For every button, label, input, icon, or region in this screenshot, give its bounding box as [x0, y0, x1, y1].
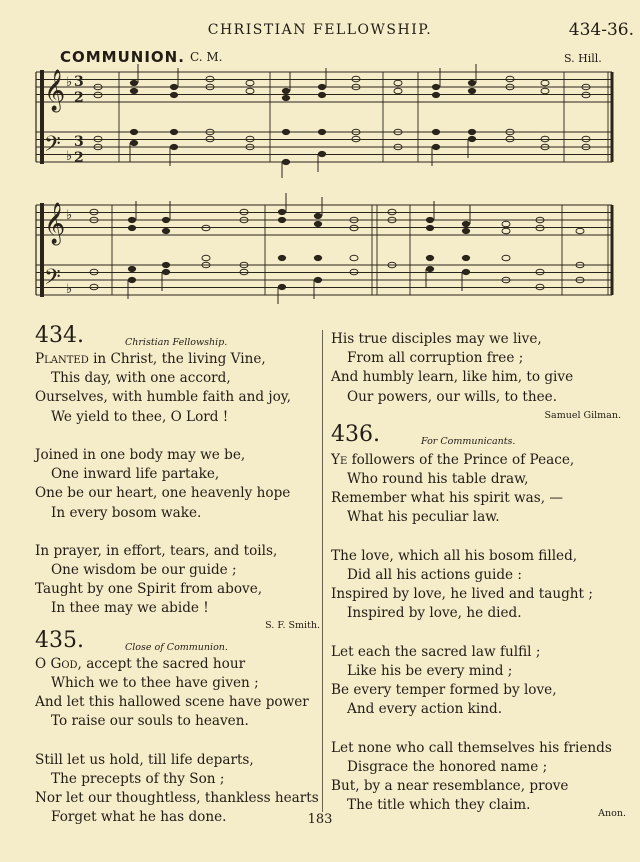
page-running-title: CHRISTIAN FELLOWSHIP.	[207, 22, 433, 38]
hymn-435-line-1: O God, accept the sacred hour	[35, 655, 246, 672]
verse-line: This day, with one accord,	[51, 370, 231, 387]
hymn-436-heading	[331, 423, 621, 451]
verse-line: One wisdom be our guide ;	[51, 562, 237, 579]
verse-line: Which we to thee have given ;	[51, 674, 259, 691]
verse-line: Ourselves, with humble faith and joy,	[35, 389, 291, 406]
column-divider	[322, 330, 323, 812]
verse-line: Inspired by love, he lived and taught ;	[331, 586, 593, 603]
flat-icon: ♭	[66, 75, 73, 90]
verse-line: And every action kind.	[347, 701, 503, 718]
bass-clef-icon: 𝄢	[44, 265, 61, 295]
hymn-434-heading	[35, 324, 320, 350]
verse-line: Nor let our thoughtless, thankless hearts	[35, 789, 319, 806]
verse-line: One inward life partake,	[51, 466, 220, 483]
right-column	[331, 330, 621, 815]
time-signature	[74, 74, 84, 166]
hymn-434-occasion: Christian Fellowship.	[125, 337, 228, 348]
verse-line: Forget what he has done.	[51, 809, 227, 826]
verse-line: Disgrace the honored name ;	[347, 758, 548, 775]
verse-line: The love, which all his bosom filled,	[331, 547, 578, 564]
hymn-436-author: Anon.	[598, 808, 626, 819]
verse-line: Like his be every mind ;	[347, 662, 513, 679]
verse-line: Joined in one body may we be,	[35, 446, 246, 463]
verse-line: From all corruption free ;	[347, 350, 524, 367]
hymn-436-occasion: For Communicants.	[421, 435, 516, 447]
flat-icon: ♭	[66, 149, 73, 164]
hymn-435-number: 435.	[35, 627, 84, 653]
verse-line: Our powers, our wills, to thee.	[347, 388, 558, 405]
verse-line: Be every temper formed by love,	[331, 682, 557, 698]
flat-icon: ♭	[66, 208, 73, 223]
verse-line: But, by a near resemblance, prove	[331, 777, 569, 794]
verse-line: Who round his table draw,	[347, 470, 529, 487]
verse-line: In prayer, in effort, tears, and toils,	[35, 542, 278, 559]
tune-composer: S. Hill.	[564, 52, 602, 65]
music-score	[0, 60, 640, 305]
hymn-435-heading	[35, 629, 320, 655]
svg-text:2: 2	[74, 150, 84, 166]
hymn-434-author: S. F. Smith.	[265, 619, 320, 631]
verse-line: Taught by one Spirit from above,	[35, 581, 263, 598]
flat-icon: ♭	[66, 282, 73, 297]
hymn-435-occasion: Close of Communion.	[125, 641, 228, 653]
left-column	[35, 324, 320, 827]
verse-line: Remember what his spirit was, —	[331, 490, 563, 507]
staff-system-2	[36, 203, 612, 297]
tune-name: COMMUNION.	[60, 48, 185, 66]
hymn-434-line-1: Planted in Christ, the living Vine,	[35, 351, 266, 367]
verse-line: The title which they claim.	[347, 797, 531, 814]
svg-text:3: 3	[74, 74, 84, 90]
verse-line: We yield to thee, O Lord !	[51, 408, 229, 425]
verse-line: In every bosom wake.	[51, 504, 202, 521]
verse-line: In thee may we abide !	[51, 600, 209, 617]
verse-line: Let each the sacred law fulfil ;	[331, 643, 541, 660]
verse-line: His true disciples may we live,	[331, 331, 542, 347]
verse-line: Still let us hold, till life departs,	[35, 751, 254, 768]
notes	[90, 76, 590, 290]
hymn-435-author-row	[331, 405, 621, 423]
verse-line: Inspired by love, he died.	[347, 605, 522, 622]
note-stems	[128, 64, 476, 304]
hymn-435-author: Samuel Gilman.	[544, 409, 621, 421]
verse-line: To raise our souls to heaven.	[51, 713, 249, 730]
verse-line: Let none who call themselves his friends	[331, 739, 612, 756]
hymn-436-number: 436.	[331, 421, 380, 447]
hymn-434-number: 434.	[35, 323, 84, 348]
svg-text:3: 3	[74, 134, 84, 150]
verse-line: And let this hallowed scene have power	[35, 694, 309, 710]
svg-text:2: 2	[74, 90, 84, 106]
verse-line: What his peculiar law.	[347, 509, 500, 526]
hymn-436-line-1: Ye followers of the Prince of Peace,	[331, 451, 575, 468]
verse-line: Did all his actions guide :	[347, 566, 523, 583]
treble-clef-icon: 𝄞	[44, 203, 66, 244]
tune-meter: C. M.	[190, 50, 223, 64]
staff-system-1	[36, 70, 612, 164]
verse-line: One be our heart, one heavenly hope	[35, 485, 291, 502]
verse-line: And humbly learn, like him, to give	[331, 369, 574, 386]
treble-clef-icon: 𝄞	[44, 70, 66, 111]
bass-clef-icon: 𝄢	[44, 132, 61, 162]
hymn-number-range: 434-36.	[568, 20, 634, 40]
page-number: 183	[307, 812, 333, 827]
verse-line: The precepts of thy Son ;	[51, 770, 225, 787]
